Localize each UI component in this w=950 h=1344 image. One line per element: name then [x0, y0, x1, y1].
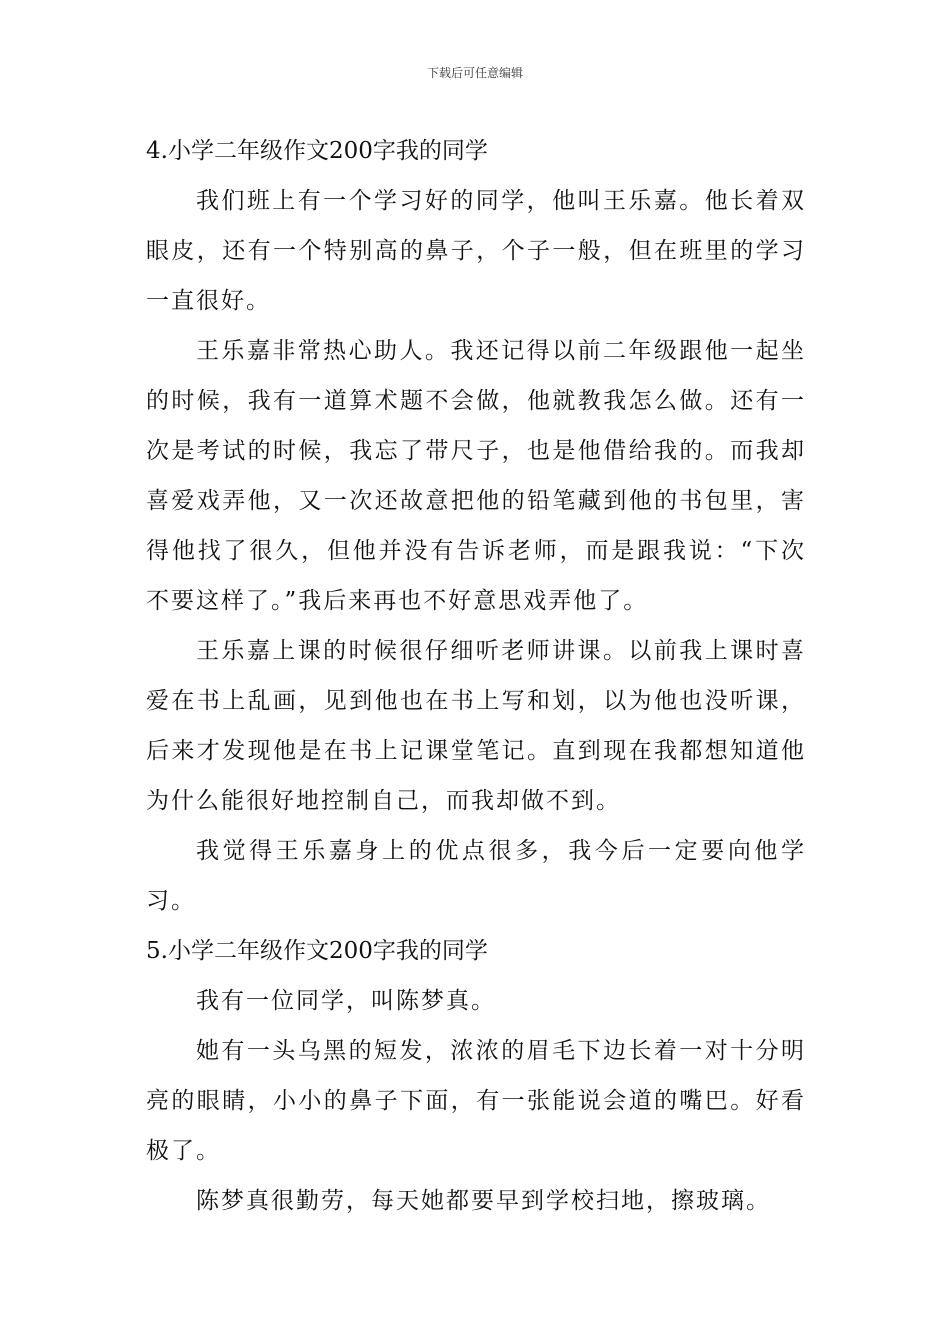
- paragraph: 王乐嘉非常热心助人。我还记得以前二年级跟他一起坐的时候，我有一道算术题不会做，他就教我怎么做。还有一次是考试的时候，我忘了带尺子，也是他借给我的。而我却喜爱戏弄他，又一次还故意把他的铅笔藏到他的书包里，害得他找了很久，但他并没有告诉老师，而是跟我说：“下次不要这样了。”我后来再也不好意思戏弄他了。: [146, 338, 806, 614]
- section-5: [146, 926, 806, 1226]
- document-body: [146, 126, 806, 1226]
- section-4: [146, 126, 806, 926]
- paragraph: 她有一头乌黑的短发，浓浓的眉毛下边长着一对十分明亮的眼睛，小小的鼻子下面，有一张能说会道的嘴巴。好看极了。: [146, 1038, 806, 1164]
- page-header-note: 下载后可任意编辑: [426, 66, 523, 80]
- paragraph: 我们班上有一个学习好的同学，他叫王乐嘉。他长着双眼皮，还有一个特别高的鼻子，个子一般，但在班里的学习一直很好。: [146, 188, 806, 314]
- section-heading: 4.小学二年级作文200字我的同学: [146, 138, 488, 164]
- section-heading: 5.小学二年级作文200字我的同学: [146, 938, 488, 964]
- paragraph: 王乐嘉上课的时候很仔细听老师讲课。以前我上课时喜爱在书上乱画，见到他也在书上写和划，以为他也没听课，后来才发现他是在书上记课堂笔记。直到现在我都想知道他为什么能很好地控制自己，而我却做不到。: [146, 638, 806, 814]
- paragraph: 陈梦真很勤劳，每天她都要早到学校扫地，擦玻璃。: [196, 1188, 771, 1214]
- paragraph: 我有一位同学，叫陈梦真。: [196, 988, 496, 1014]
- paragraph: 我觉得王乐嘉身上的优点很多，我今后一定要向他学习。: [146, 838, 806, 914]
